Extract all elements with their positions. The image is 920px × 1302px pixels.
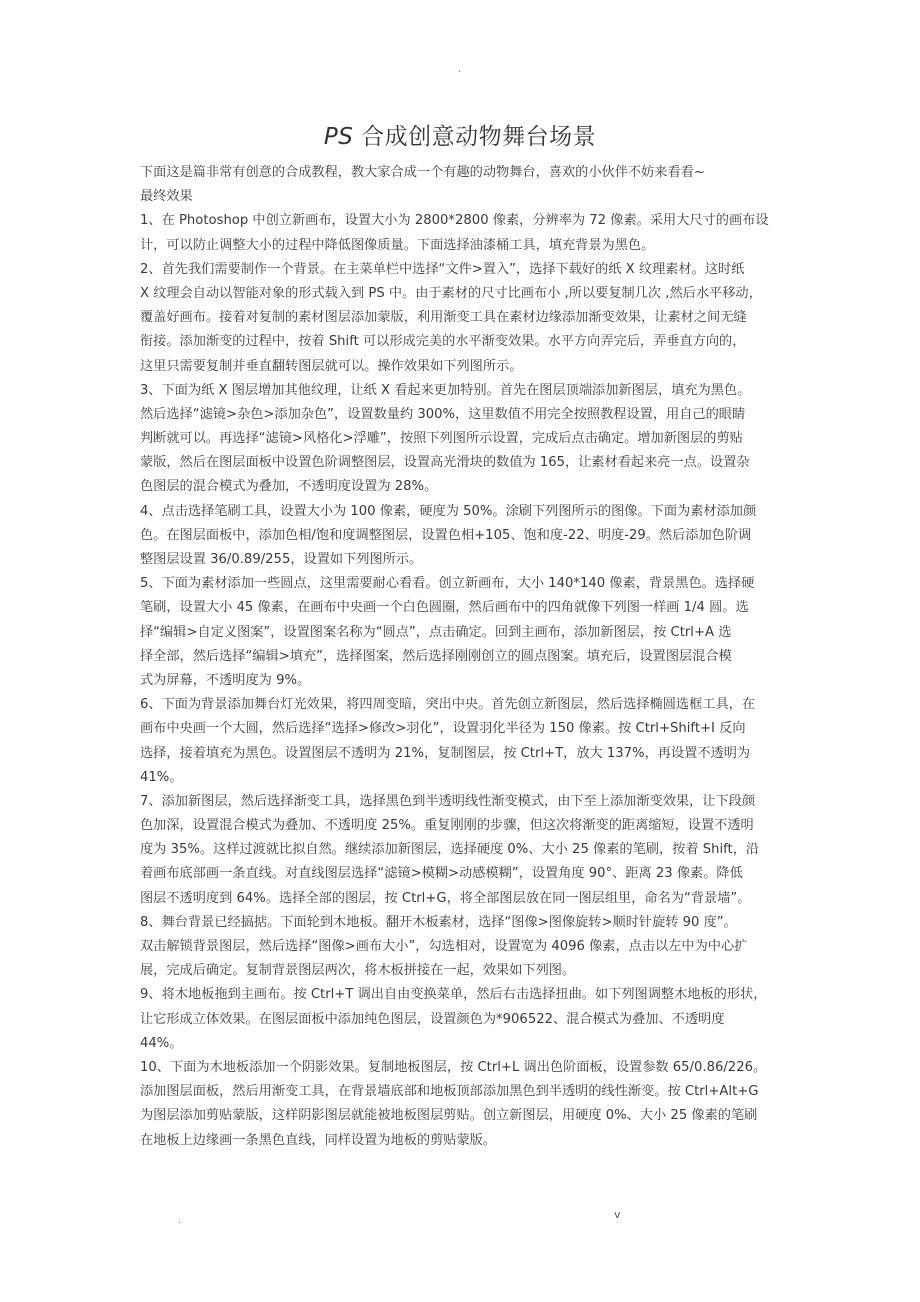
step-line: 6、下面为背景添加舞台灯光效果，将四周变暗，突出中央。首先创立新图层，然后选择椭圆选框工具，在 <box>140 697 756 713</box>
step-line: 4、点击选择笔刷工具，设置大小为 100 像素，硬度为 50%。涂刷下列图所示的图像。下面为素材添加颜 <box>140 503 757 519</box>
step-line: 为图层添加剪贴蒙版，这样阴影图层就能被地板图层剪贴。创立新图层，用硬度 0%、大小 25 像素的笔刷 <box>140 1108 758 1124</box>
step-line: 蒙版，然后在图层面板中设置色阶调整图层，设置高光滑块的数值为 165，让素材看起来亮一点。设置杂 <box>140 455 750 471</box>
step-paragraph <box>140 379 790 500</box>
step-line: 8、舞台背景已经搞掂。下面轮到木地板。翻开木板素材，选择“图像>图像旋转>顺时针旋转 90 度”。 <box>140 914 737 930</box>
step-line: 选择，接着填充为黑色。设置图层不透明为 21%，复制图层，按 Ctrl+T，放大 137%，再设置不透明为 <box>140 745 751 761</box>
step-line: 画布中央画一个大圆，然后选择“选择>修改>羽化”，设置羽化半径为 150 像素。按 Ctrl+Shift+I 反向 <box>140 721 746 737</box>
step-line: 这里只需要复制并垂直翻转图层就可以。操作效果如下列图所示。 <box>140 358 523 374</box>
step-line: 3、下面为纸 X 图层增加其他纹理，让纸 X 看起来更加特别。首先在图层顶端添加新图层，填充为黑色。 <box>140 382 751 398</box>
step-line: 然后选择“滤镜>杂色>添加杂色”，设置数量约 300%，这里数值不用完全按照教程设置，用自己的眼睛 <box>140 406 746 422</box>
footer-right-mark: v <box>614 1208 621 1221</box>
step-line: 计，可以防止调整大小的过程中降低图像质量。下面选择油漆桶工具，填充背景为黑色。 <box>140 237 655 253</box>
step-line: 1、在 Photoshop 中创立新画布，设置大小为 2800*2800 像素，分辨率为 72 像素。采用大尺寸的画布设 <box>140 213 769 229</box>
step-line: 择全部，然后选择“编辑>填充”，选择图案，然后选择刚刚创立的圆点图案。填充后，设置图层混合模 <box>140 648 732 664</box>
header-dot: . <box>458 64 462 75</box>
step-line: 7、添加新图层，然后选择渐变工具，选择黑色到半透明线性渐变模式，由下至上添加渐变效果，让下段颜 <box>140 793 756 809</box>
step-paragraph <box>140 209 790 257</box>
step-line: 色。在图层面板中，添加色相/饱和度调整图层，设置色相+105、饱和度-22、明度-29。然后添加色阶调 <box>140 527 752 543</box>
title-prefix: PS <box>323 124 354 150</box>
step-line: 度为 35%。这样过渡就比拟自然。继续添加新图层，选择硬度 0%、大小 25 像素的笔刷，按着 Shift，沿 <box>140 842 760 858</box>
step-line: 添加图层面板，然后用渐变工具，在背景墙底部和地板顶部添加黑色到半透明的线性渐变。按 Ctrl+Alt+G <box>140 1084 759 1100</box>
step-line: 10、下面为木地板添加一个阴影效果。复制地板图层，按 Ctrl+L 调出色阶面板，设置参数 65/0.86/226。 <box>140 1059 767 1075</box>
step-line: 衔接。添加渐变的过程中，按着 Shift 可以形成完美的水平渐变效果。水平方向弄完后，弄垂直方向的， <box>140 334 746 350</box>
step-paragraph <box>140 790 790 911</box>
step-line: 择“编辑>自定义图案”，设置图案名称为“圆点”，点击确定。回到主画布，添加新图层，按 Ctrl+A 选 <box>140 624 732 640</box>
intro-text: 下面这是篇非常有创意的合成教程，教大家合成一个有趣的动物舞台，喜欢的小伙伴不妨来看看~ <box>140 165 705 180</box>
step-line: 2、首先我们需要制作一个背景。在主菜单栏中选择“文件>置入”，选择下载好的纸 X 纹理素材。这时纸 <box>140 261 745 277</box>
step-line: 着画布底部画一条直线。对直线图层选择“滤镜>模糊>动感模糊”，设置角度 90°、距离 23 像素。降低 <box>140 866 743 882</box>
step-line: 在地板上边缘画一条黑色直线，同样设置为地板的剪贴蒙版。 <box>140 1132 497 1148</box>
step-paragraph <box>140 500 790 573</box>
step-line: 色图层的混合模式为叠加，不透明度设置为 28%。 <box>140 479 438 495</box>
step-line: 双击解锁背景图层，然后选择“图像>画布大小”，勾选相对，设置宽为 4096 像素，点击以左中为中心扩 <box>140 939 748 954</box>
step-line: 判断就可以。再选择“滤镜>风格化>浮雕”，按照下列图所示设置，完成后点击确定。增加新图层的剪贴 <box>140 431 743 447</box>
step-line: 展，完成后确定。复制背景图层两次，将木板拼接在一起，效果如下列图。 <box>140 963 576 979</box>
step-line: 覆盖好画布。接着对复制的素材图层添加蒙版，利用渐变工具在素材边缘添加渐变效果，让素材之间无缝 <box>140 310 747 326</box>
step-paragraph <box>140 911 790 984</box>
step-paragraph <box>140 983 790 1056</box>
step-line: 图层不透明度到 64%。选择全部的图层，按 Ctrl+G，将全部图层放在同一图层组里，命名为“背景墙”。 <box>140 890 751 906</box>
step-line: 44%。 <box>140 1035 183 1051</box>
footer-left-mark: . <box>178 1215 182 1226</box>
step-paragraph <box>140 258 790 379</box>
step-line: 5、下面为素材添加一些圆点，这里需要耐心看看。创立新画布，大小 140*140 像素，背景黑色。选择硬 <box>140 576 755 592</box>
title-main: 合成创意动物舞台场景 <box>353 124 597 150</box>
page-title <box>0 118 920 151</box>
step-line: 让它形成立体效果。在图层面板中添加纯色图层，设置颜色为*906522、混合模式为叠加、不透明度 <box>140 1011 725 1027</box>
steps-list <box>140 209 790 1152</box>
step-line: 41%。 <box>140 769 183 785</box>
step-line: 整图层设置 36/0.89/255，设置如下列图所示。 <box>140 552 423 567</box>
step-line: 笔刷，设置大小 45 像素，在画布中央画一个白色圆圈，然后画布中的四角就像下列图一样画 1/4 圆。选 <box>140 600 749 616</box>
step-paragraph <box>140 572 790 693</box>
step-line: 式为屏幕，不透明度为 9%。 <box>140 672 311 688</box>
step-line: X 纹理会自动以智能对象的形式载入到 PS 中。由于素材的尺寸比画布小 ,所以要复制几次 ,然后水平移动， <box>140 285 762 301</box>
final-effect-label: 最终效果 <box>140 189 193 205</box>
step-line: 色加深，设置混合模式为叠加、不透明度 25%。重复刚刚的步骤，但这次将渐变的距离缩短，设置不透明 <box>140 818 754 834</box>
step-line: 9、将木地板拖到主画布。按 Ctrl+T 调出自由变换菜单，然后右击选择扭曲。如下列图调整木地板的形状， <box>140 987 767 1003</box>
article-body <box>140 161 790 1153</box>
step-paragraph <box>140 1056 790 1153</box>
step-paragraph <box>140 693 790 790</box>
